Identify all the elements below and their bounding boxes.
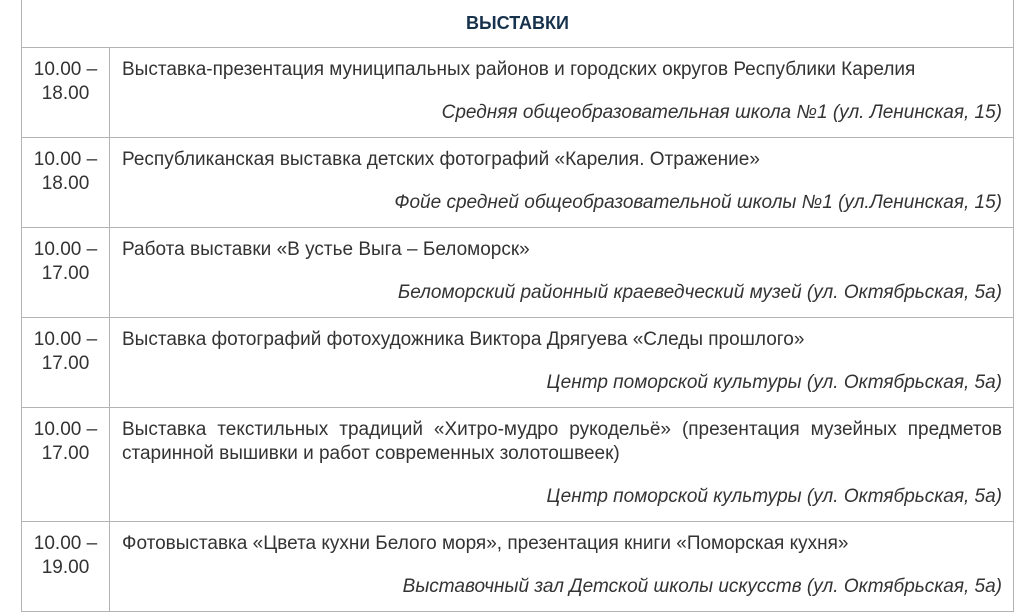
- table-row: [22, 318, 1014, 408]
- event-description: [110, 48, 1014, 138]
- exhibitions-table: [21, 0, 1014, 612]
- event-title: Выставка-презентация муниципальных районов и городских округов Республики Карелия: [122, 59, 916, 80]
- event-title: Выставка фотографий фотохудожника Виктора Дрягуева «Следы прошлого»: [122, 329, 805, 350]
- event-time: 10.00 – 17.00: [22, 228, 110, 318]
- section-title: ВЫСТАВКИ: [22, 0, 1014, 48]
- section-header-row: [22, 0, 1014, 48]
- event-venue: Средняя общеобразовательная школа №1 (ул. Ленинская, 15): [441, 102, 1002, 123]
- event-title: Республиканская выставка детских фотографий «Карелия. Отражение»: [122, 149, 760, 170]
- event-time: 10.00 – 17.00: [22, 318, 110, 408]
- event-venue: Центр поморской культуры (ул. Октябрьская, 5а): [546, 486, 1002, 507]
- table-row: [22, 228, 1014, 318]
- event-venue: Беломорский районный краеведческий музей (ул. Октябрьская, 5а): [397, 282, 1002, 303]
- event-description: [110, 228, 1014, 318]
- event-description: [110, 318, 1014, 408]
- table-row: [22, 408, 1014, 522]
- event-venue: Выставочный зал Детской школы искусств (ул. Октябрьская, 5а): [402, 576, 1002, 597]
- event-description: [110, 522, 1014, 612]
- event-description: [110, 138, 1014, 228]
- event-time: 10.00 – 18.00: [22, 48, 110, 138]
- event-description: [110, 408, 1014, 522]
- event-title: Выставка текстильных традиций «Хитро-мудро рукодельё» (презентация музейных предметов старинной вышивки и работ современных золотошвеек): [122, 419, 1002, 464]
- event-title: Работа выставки «В устье Выга – Беломорск»: [122, 239, 530, 260]
- event-venue: Центр поморской культуры (ул. Октябрьская, 5а): [546, 372, 1002, 393]
- table-row: [22, 522, 1014, 612]
- event-time: 10.00 – 17.00: [22, 408, 110, 522]
- event-time: 10.00 – 19.00: [22, 522, 110, 612]
- table-row: [22, 138, 1014, 228]
- table-row: [22, 48, 1014, 138]
- event-venue: Фойе средней общеобразовательной школы №1 (ул.Ленинская, 15): [394, 192, 1002, 213]
- event-time: 10.00 – 18.00: [22, 138, 110, 228]
- event-title: Фотовыставка «Цвета кухни Белого моря», презентация книги «Поморская кухня»: [122, 533, 849, 554]
